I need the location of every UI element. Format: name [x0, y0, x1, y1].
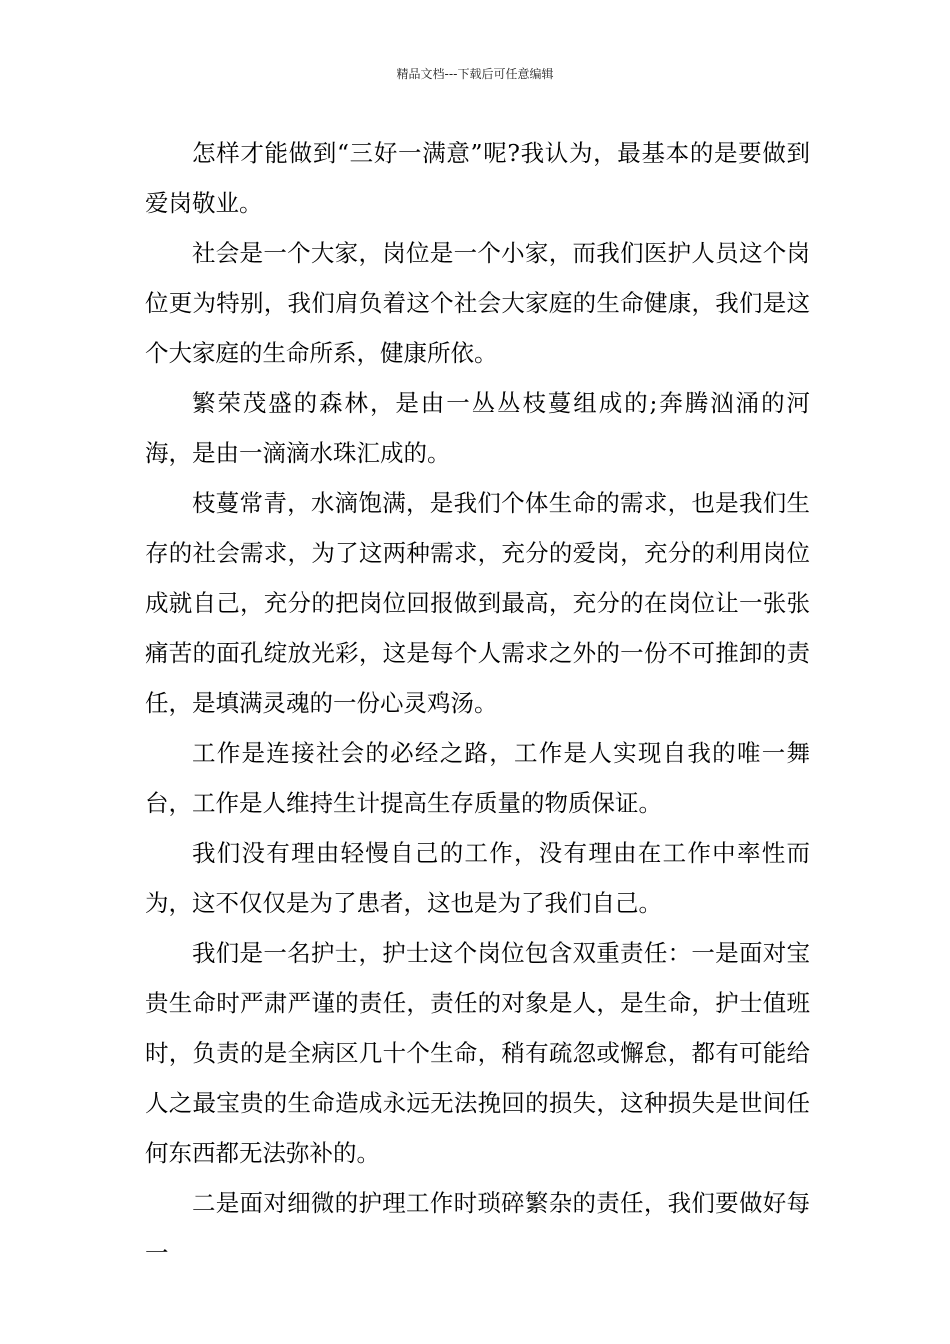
paragraph-2: 社会是一个大家，岗位是一个小家，而我们医护人员这个岗位更为特别，我们肩负着这个社会大家庭的生命健康，我们是这个大家庭的生命所系，健康所依。 [145, 239, 810, 367]
document-body [145, 128, 810, 1278]
paragraph-3: 繁荣茂盛的森林，是由一丛丛枝蔓组成的;奔腾汹涌的河海，是由一滴滴水珠汇成的。 [145, 389, 810, 467]
paragraph-8: 二是面对细微的护理工作时琐碎繁杂的责任，我们要做好每一 [145, 1189, 810, 1267]
paragraph-5: 工作是连接社会的必经之路，工作是人实现自我的唯一舞台，工作是人维持生计提高生存质量的物质保证。 [145, 739, 810, 817]
paragraph-1: 怎样才能做到“三好一满意”呢?我认为，最基本的是要做到爱岗敬业。 [145, 139, 810, 217]
paragraph-7: 我们是一名护士，护士这个岗位包含双重责任：一是面对宝贵生命时严肃严谨的责任，责任的对象是人，是生命，护士值班时，负责的是全病区几十个生命，稍有疏忽或懈怠，都有可能给人之最宝贵的生命造成永远无法挽回的损失，这种损失是世间任何东西都无法弥补的。 [145, 939, 810, 1167]
paragraph-4: 枝蔓常青，水滴饱满，是我们个体生命的需求，也是我们生存的社会需求，为了这两种需求，充分的爱岗，充分的利用岗位成就自己，充分的把岗位回报做到最高，充分的在岗位让一张张痛苦的面孔绽放光彩，这是每个人需求之外的一份不可推卸的责任，是填满灵魂的一份心灵鸡汤。 [145, 489, 810, 717]
page-header: 精品文档---下载后可任意编辑 [396, 67, 554, 81]
paragraph-6: 我们没有理由轻慢自己的工作，没有理由在工作中率性而为，这不仅仅是为了患者，这也是为了我们自己。 [145, 839, 810, 917]
